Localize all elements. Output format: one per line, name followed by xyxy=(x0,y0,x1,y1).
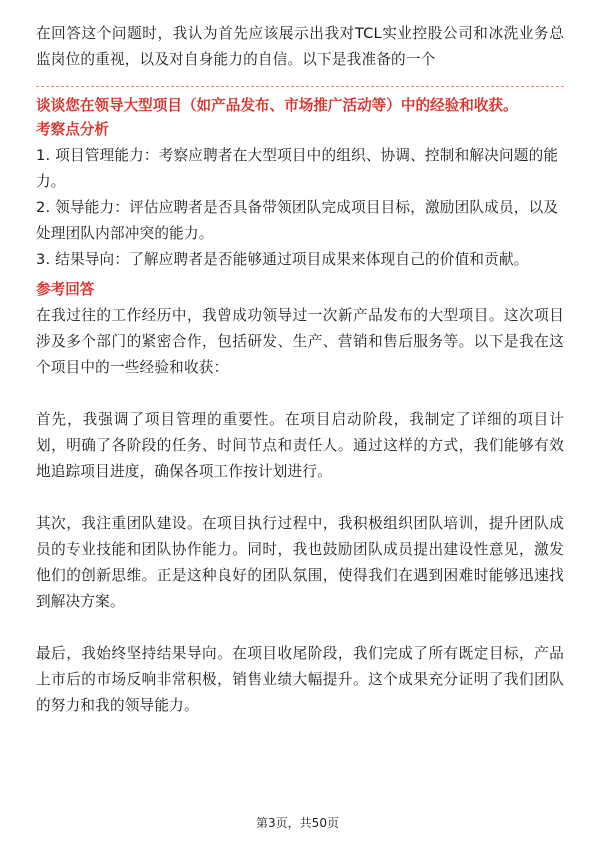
analysis-item-2: 2. 领导能力：评估应聘者是否具备带领团队完成项目目标，激励团队成员，以及处理团队内部冲突的能力。 xyxy=(36,199,559,242)
answer-paragraph-1: 在我过往的工作经历中，我曾成功领导过一次新产品发布的大型项目。这次项目涉及多个部门的紧密合作，包括研发、生产、营销和售后服务等。以下是我在这个项目中的一些经验和收获： xyxy=(36,307,564,376)
answer-paragraph-3: 其次，我注重团队建设。在项目执行过程中，我积极组织团队培训，提升团队成员的专业技能和团队协作能力。同时，我也鼓励团队成员提出建设性意见，激发他们的创新思维。正是这种良好的团队氛围，使得我们在遇到困难时能够迅速找到解决方案。 xyxy=(36,515,564,610)
paragraph-gap xyxy=(36,615,564,641)
question-heading: 谈谈您在领导大型项目（如产品发布、市场推广活动等）中的经验和收获。 xyxy=(36,97,518,114)
analysis-title: 考察点分析 xyxy=(36,121,109,138)
paragraph-gap xyxy=(36,485,564,511)
answer-paragraph-4: 最后，我始终坚持结果导向。在项目收尾阶段，我们完成了所有既定目标，产品上市后的市场反响非常积极，销售业绩大幅提升。这个成果充分证明了我们团队的努力和我的领导能力。 xyxy=(36,645,564,714)
dashed-divider xyxy=(36,86,564,87)
answer-paragraph-2: 首先，我强调了项目管理的重要性。在项目启动阶段，我制定了详细的项目计划，明确了各阶段的任务、时间节点和责任人。通过这样的方式，我们能够有效地追踪项目进度，确保各项工作按计划进行。 xyxy=(36,411,564,480)
answer-title: 参考回答 xyxy=(36,281,95,298)
paragraph-gap xyxy=(36,381,564,407)
analysis-item-1: 1. 项目管理能力：考察应聘者在大型项目中的组织、协调、控制和解决问题的能力。 xyxy=(36,147,559,190)
intro-paragraph: 在回答这个问题时，我认为首先应该展示出我对TCL实业控股公司和冰洗业务总监岗位的重视，以及对自身能力的自信。以下是我准备的一个 xyxy=(36,25,564,68)
page-content xyxy=(36,21,564,719)
page-number-footer: 第3页，共50页 xyxy=(256,816,339,830)
analysis-item-3: 3. 结果导向：了解应聘者是否能够通过项目成果来体现自己的价值和贡献。 xyxy=(36,251,529,268)
